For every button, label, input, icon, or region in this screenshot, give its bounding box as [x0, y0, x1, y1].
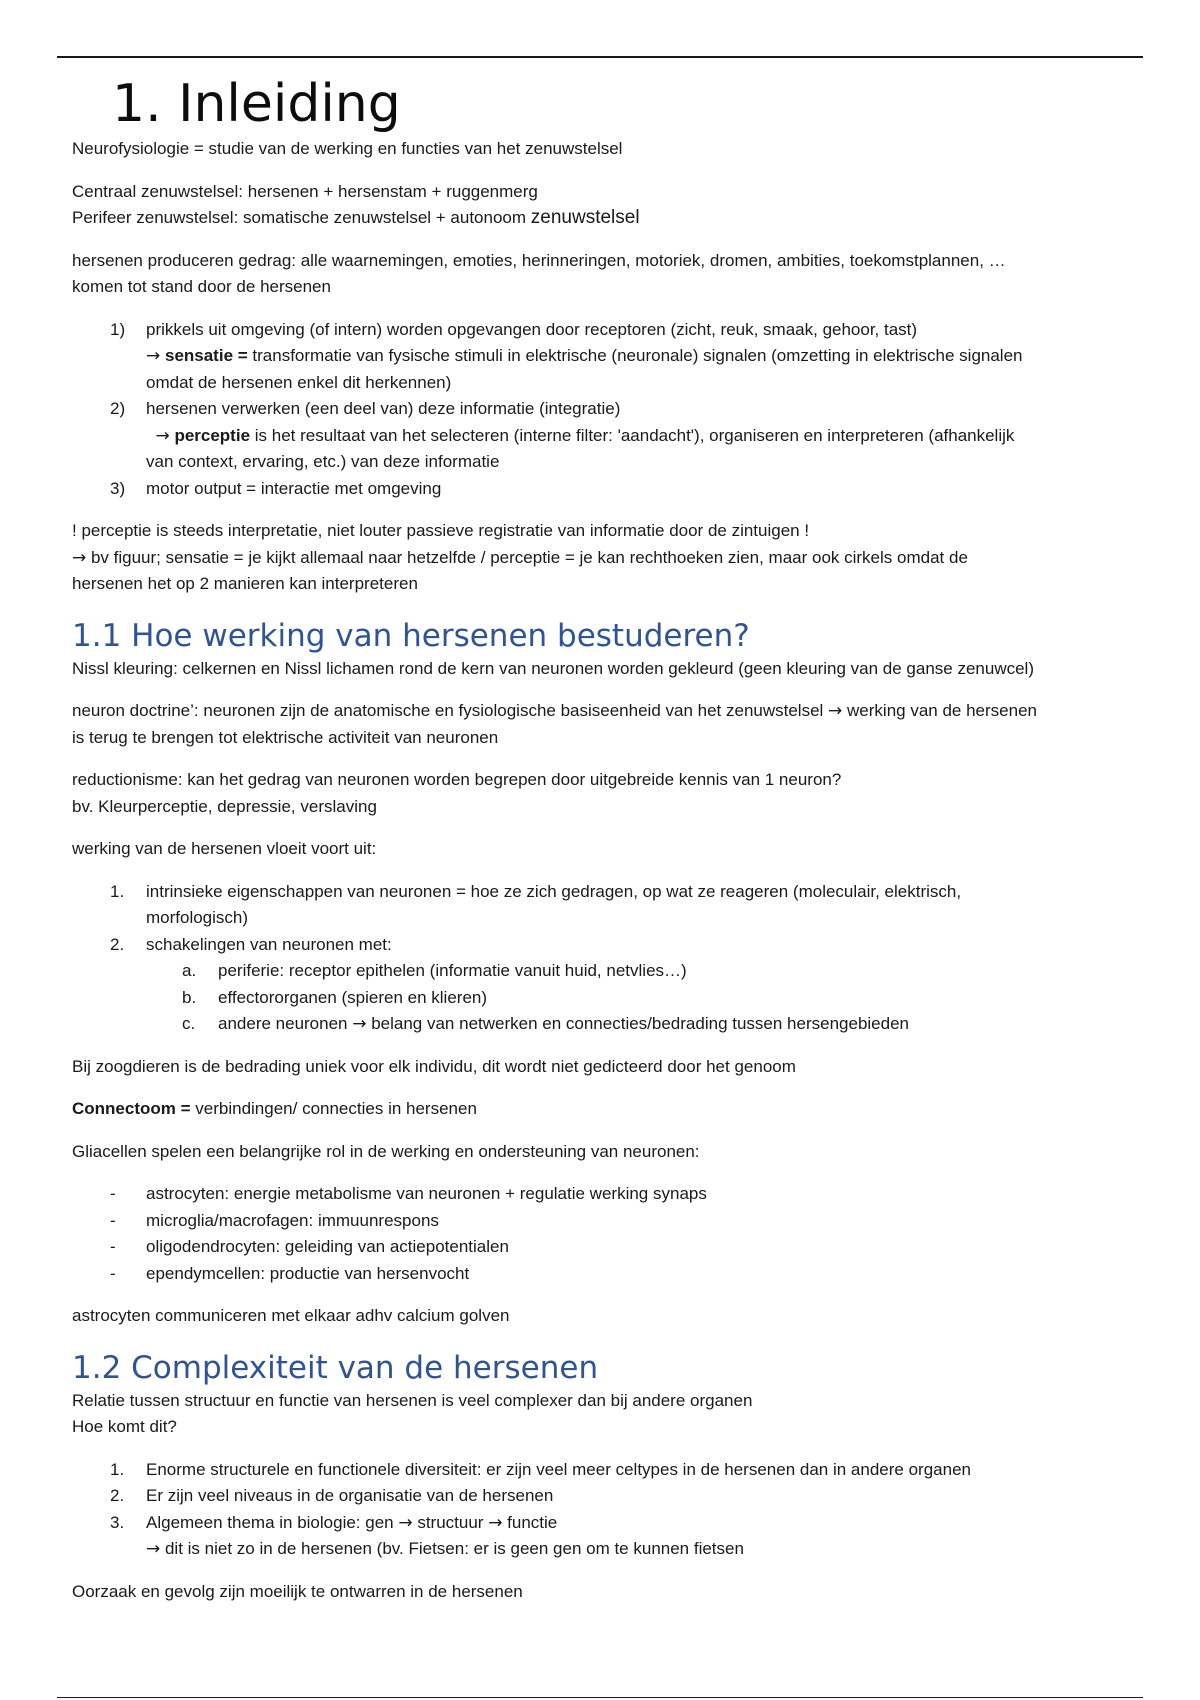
perception-definition: → perceptie is het resultaat van het selecteren (interne filter: 'aandacht'), organiseren en interpreteren (afhankelijk — [155, 425, 1015, 446]
brain-working-intro: werking van de hersenen vloeit voort uit: — [72, 839, 377, 858]
glia-list-item: - oligodendrocyten: geleiding van actiepotentialen — [110, 1237, 509, 1256]
cause-effect-paragraph: Oorzaak en gevolg zijn moeilijk te ontwarren in de hersenen — [72, 1581, 523, 1601]
section-heading-1-2: 1.2 Complexiteit van de hersenen — [72, 1349, 599, 1386]
neuron-doctrine-paragraph: neuron doctrine’: neuronen zijn de anatomische en fysiologische basiseenheid van het zenuwstelsel → werking van de hersenen — [72, 701, 1037, 721]
arrow-right-icon: → — [352, 1014, 367, 1034]
complexity-paragraph: Relatie tussen structuur en functie van hersenen is veel complexer dan bij andere organen — [72, 1390, 753, 1410]
list-item: 3. Algemeen thema in biologie: gen → structuur → functie — [110, 1512, 558, 1533]
sub-list-item: a. periferie: receptor epithelen (informatie vanuit huid, netvlies…) — [182, 961, 687, 980]
chapter-heading: 1. Inleiding — [112, 74, 401, 134]
list-item: 1. intrinsieke eigenschappen van neuronen = hoe ze zich gedragen, op wat ze reageren (moleculair, elektrisch, — [110, 881, 962, 901]
reductionism-paragraph: reductionisme: kan het gedrag van neuronen worden begrepen door uitgebreide kennis van 1 neuron? — [72, 770, 842, 789]
perception-definition-cont: van context, ervaring, etc.) van deze informatie — [146, 452, 500, 471]
behavior-line: hersenen produceren gedrag: alle waarnemingen, emoties, herinneringen, motoriek, dromen, ambities, toekomstplannen, … — [72, 250, 1006, 270]
arrow-right-icon: → — [828, 701, 843, 721]
arrow-right-icon: → — [146, 346, 161, 366]
step-item: 1) prikkels uit omgeving (of intern) worden opgevangen door receptoren (zicht, reuk, smaak, gehoor, tast) — [110, 319, 918, 339]
mammals-paragraph: Bij zoogdieren is de bedrading uniek voor elk individu, dit wordt niet gedicteerd door het genoom — [72, 1056, 796, 1076]
step-item: 3) motor output = interactie met omgeving — [110, 478, 442, 498]
sub-list-item: c. andere neuronen → belang van netwerken en connecties/bedrading tussen hersengebieden — [182, 1014, 909, 1034]
list-item: 1. Enorme structurele en functionele diversiteit: er zijn veel meer celtypes in de hersenen dan in andere organen — [110, 1459, 971, 1479]
astrocyte-paragraph: astrocyten communiceren met elkaar adhv calcium golven — [72, 1306, 510, 1325]
sensation-definition-cont: omdat de hersenen enkel dit herkennen) — [146, 372, 452, 392]
arrow-right-icon: → — [398, 1512, 413, 1533]
list-item: 2. schakelingen van neuronen met: — [110, 934, 392, 954]
footer-rule — [57, 1697, 1143, 1698]
neuron-doctrine-paragraph-cont: is terug te brengen tot elektrische activiteit van neuronen — [72, 727, 499, 747]
note-line: ! perceptie is steeds interpretatie, niet louter passieve registratie van informatie door de zintuigen ! — [72, 521, 810, 540]
arrow-right-icon: → — [146, 1539, 161, 1559]
peripheral-nervous-system-line: Perifeer zenuwstelsel: somatische zenuwstelsel + autonoom zenuwstelsel — [72, 207, 640, 228]
nissl-paragraph: Nissl kleuring: celkernen en Nissl lichamen rond de kern van neuronen worden gekleurd (geen kleuring van de ganse zenuwcel) — [72, 658, 1034, 678]
glia-list-item: - microglia/macrofagen: immuunrespons — [110, 1210, 439, 1230]
glia-paragraph: Gliacellen spelen een belangrijke rol in de werking en ondersteuning van neuronen: — [72, 1141, 700, 1161]
note-example-line-2: hersenen het op 2 manieren kan interpreteren — [72, 574, 418, 593]
definition-paragraph: Neurofysiologie = studie van de werking en functies van het zenuwstelsel — [72, 139, 623, 158]
connectome-paragraph: Connectoom = verbindingen/ connecties in hersenen — [72, 1099, 477, 1118]
central-nervous-system-line: Centraal zenuwstelsel: hersenen + hersenstam + ruggenmerg — [72, 181, 538, 201]
arrow-right-icon: → — [488, 1512, 503, 1533]
sub-list-item: b. effectororganen (spieren en klieren) — [182, 987, 488, 1007]
list-item-cont: morfologisch) — [146, 908, 249, 927]
note-example-line: → bv figuur; sensatie = je kijkt allemaal naar hetzelfde / perceptie = je kan rechthoeken zien, maar ook cirkels omdat de — [72, 547, 968, 568]
reductionism-example: bv. Kleurperceptie, depressie, verslaving — [72, 796, 377, 816]
glia-list-item: - astrocyten: energie metabolisme van neuronen + regulatie werking synaps — [110, 1184, 707, 1203]
list-item: 2. Er zijn veel niveaus in de organisatie van de hersenen — [110, 1486, 554, 1505]
section-heading-1-1: 1.1 Hoe werking van hersenen bestuderen? — [72, 617, 750, 654]
arrow-right-icon: → — [155, 425, 170, 446]
header-rule — [57, 56, 1143, 58]
behavior-line-2: komen tot stand door de hersenen — [72, 277, 331, 296]
complexity-question: Hoe komt dit? — [72, 1417, 177, 1436]
step-item: 2) hersenen verwerken (een deel van) deze informatie (integratie) — [110, 399, 621, 418]
arrow-right-icon: → — [72, 547, 87, 568]
sensation-definition: → sensatie = transformatie van fysische stimuli in elektrische (neuronale) signalen (omzetting in elektrische signalen — [146, 346, 1023, 366]
page-content — [72, 72, 1132, 1605]
glia-list-item: - ependymcellen: productie van hersenvocht — [110, 1263, 470, 1283]
list-item-note: → dit is niet zo in de hersenen (bv. Fietsen: er is geen gen om te kunnen fietsen — [146, 1539, 744, 1559]
